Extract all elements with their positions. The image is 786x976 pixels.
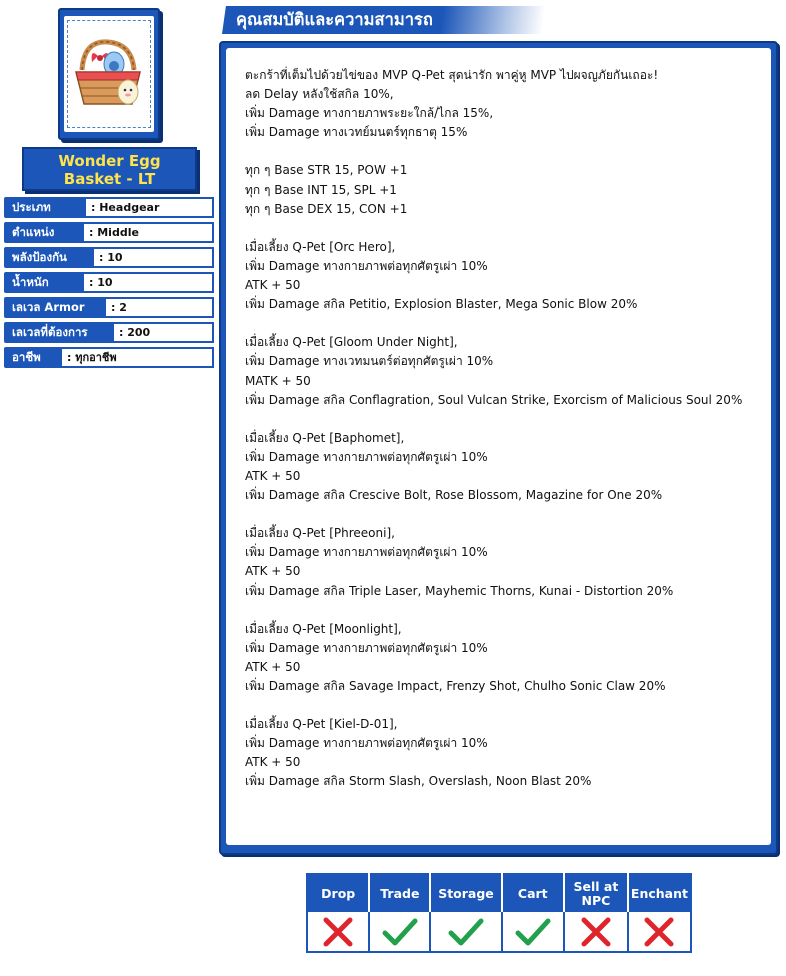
cross-icon — [322, 917, 354, 947]
tradeability-header: Enchant — [628, 874, 691, 912]
info-label: อาชีพ — [4, 347, 60, 368]
info-label: เลเวลที่ต้องการ — [4, 322, 112, 343]
description-line: เพิ่ม Damage ทางกายภาพต่อทุกศัตรูเผ่า 10% — [245, 545, 488, 560]
cross-icon — [643, 917, 675, 947]
info-label: ประเภท — [4, 197, 84, 218]
tradeability-value-row — [307, 912, 691, 952]
tradeability-header-row — [307, 874, 691, 912]
info-row-weight — [4, 272, 214, 293]
info-value: : Headgear — [84, 197, 214, 218]
description-line: เพิ่ม Damage ทางกายภาพต่อทุกศัตรูเผ่า 10% — [245, 736, 488, 751]
description-line: เพิ่ม Damage ทางกายภาพต่อทุกศัตรูเผ่า 10% — [245, 258, 488, 273]
info-row-position — [4, 222, 214, 243]
description-line: เมื่อเลี้ยง Q-Pet [Gloom Under Night], — [245, 335, 458, 350]
description-line: ทุก ๆ Base INT 15, SPL +1 — [245, 182, 397, 197]
description-line: เพิ่ม Damage ทางเวทย์มนตร์ทุกธาตุ 15% — [245, 125, 468, 140]
tradeability-cell — [307, 912, 369, 952]
description-spacer — [245, 410, 771, 429]
info-value: : ทุกอาชีพ — [60, 347, 214, 368]
tradeability-cell — [564, 912, 628, 952]
info-row-armor-level — [4, 297, 214, 318]
description-line: เมื่อเลี้ยง Q-Pet [Kiel-D-01], — [245, 717, 398, 732]
item-name-line-1: Wonder Egg — [58, 152, 161, 170]
description-line: เมื่อเลี้ยง Q-Pet [Baphomet], — [245, 430, 405, 445]
description-line: เพิ่ม Damage สกิล Triple Laser, Mayhemic Thorns, Kunai - Distortion 20% — [245, 583, 674, 598]
info-value: : 2 — [104, 297, 214, 318]
description-line: ATK + 50 — [245, 468, 301, 483]
description-panel — [219, 41, 778, 855]
description-line: เพิ่ม Damage ทางกายภาพต่อทุกศัตรูเผ่า 10% — [245, 640, 488, 655]
tradeability-header: Cart — [502, 874, 564, 912]
description-line: เพิ่ม Damage ทางเวทมนตร์ต่อทุกศัตรูเผ่า 10% — [245, 354, 494, 369]
info-row-required-level — [4, 322, 214, 343]
description-line: เพิ่ม Damage สกิล Savage Impact, Frenzy Shot, Chulho Sonic Claw 20% — [245, 679, 666, 693]
cross-icon — [580, 917, 612, 947]
description-line: ทุก ๆ Base DEX 15, CON +1 — [245, 201, 408, 216]
tradeability-cell — [430, 912, 501, 952]
info-label: ตำแหน่ง — [4, 222, 82, 243]
description-line: เพิ่ม Damage ทางกายภาพต่อทุกศัตรูเผ่า 10% — [245, 449, 488, 464]
info-label: พลังป้องกัน — [4, 247, 92, 268]
tradeability-table — [306, 873, 692, 953]
description-spacer — [245, 219, 771, 238]
info-row-type — [4, 197, 214, 218]
item-name — [22, 147, 197, 191]
description-line: ลด Delay หลังใช้สกิล 10%, — [245, 87, 394, 102]
description-line: เพิ่ม Damage ทางกายภาพระยะใกล้/ไกล 15%, — [245, 106, 494, 121]
info-label: น้ำหนัก — [4, 272, 82, 293]
description-line: เมื่อเลี้ยง Q-Pet [Phreeoni], — [245, 526, 395, 541]
tradeability-cell — [502, 912, 564, 952]
info-row-job — [4, 347, 214, 368]
description-content — [226, 48, 771, 845]
description-spacer — [245, 601, 771, 620]
description-line: เพิ่ม Damage สกิล Storm Slash, Overslash, Noon Blast 20% — [245, 774, 592, 789]
info-value: : 10 — [82, 272, 214, 293]
item-name-line-2: Basket - LT — [63, 170, 156, 188]
description-line: เมื่อเลี้ยง Q-Pet [Orc Hero], — [245, 239, 396, 254]
description-spacer — [245, 142, 771, 161]
info-row-defense — [4, 247, 214, 268]
description-line: ทุก ๆ Base STR 15, POW +1 — [245, 163, 408, 178]
properties-header — [222, 6, 546, 34]
description-line: เพิ่ม Damage สกิล Conflagration, Soul Vulcan Strike, Exorcism of Malicious Soul 20% — [245, 392, 743, 407]
info-value: : Middle — [82, 222, 214, 243]
tradeability-header: Trade — [369, 874, 430, 912]
description-line: เพิ่ม Damage สกิล Crescive Bolt, Rose Blossom, Magazine for One 20% — [245, 488, 663, 503]
description-spacer — [245, 696, 771, 715]
description-spacer — [245, 505, 771, 524]
description-line: ATK + 50 — [245, 278, 301, 293]
egg-basket-icon — [68, 34, 150, 114]
description-spacer — [245, 314, 771, 333]
check-icon — [515, 917, 551, 947]
description-line: เพิ่ม Damage สกิล Petitio, Explosion Blaster, Mega Sonic Blow 20% — [245, 297, 638, 312]
properties-title: คุณสมบัติและความสามารถ — [235, 10, 433, 29]
tradeability-cell — [369, 912, 430, 952]
tradeability-header: Storage — [430, 874, 501, 912]
description-line: ATK + 50 — [245, 659, 301, 674]
description-line: เมื่อเลี้ยง Q-Pet [Moonlight], — [245, 621, 402, 636]
item-image-card — [58, 8, 160, 140]
description-line: ATK + 50 — [245, 564, 301, 579]
description-line: MATK + 50 — [245, 373, 311, 388]
check-icon — [448, 917, 484, 947]
description-line: ตะกร้าที่เต็มไปด้วยไข่ของ MVP Q-Pet สุดน่ารัก พาคู่หู MVP ไปผจญภัยกันเถอะ! — [245, 68, 659, 82]
description-line: ATK + 50 — [245, 755, 301, 770]
tradeability-cell — [628, 912, 691, 952]
info-label: เลเวล Armor — [4, 297, 104, 318]
info-value: : 10 — [92, 247, 214, 268]
info-value: : 200 — [112, 322, 214, 343]
tradeability-header: Sell at NPC — [564, 874, 628, 912]
tradeability-header: Drop — [307, 874, 369, 912]
check-icon — [382, 917, 418, 947]
